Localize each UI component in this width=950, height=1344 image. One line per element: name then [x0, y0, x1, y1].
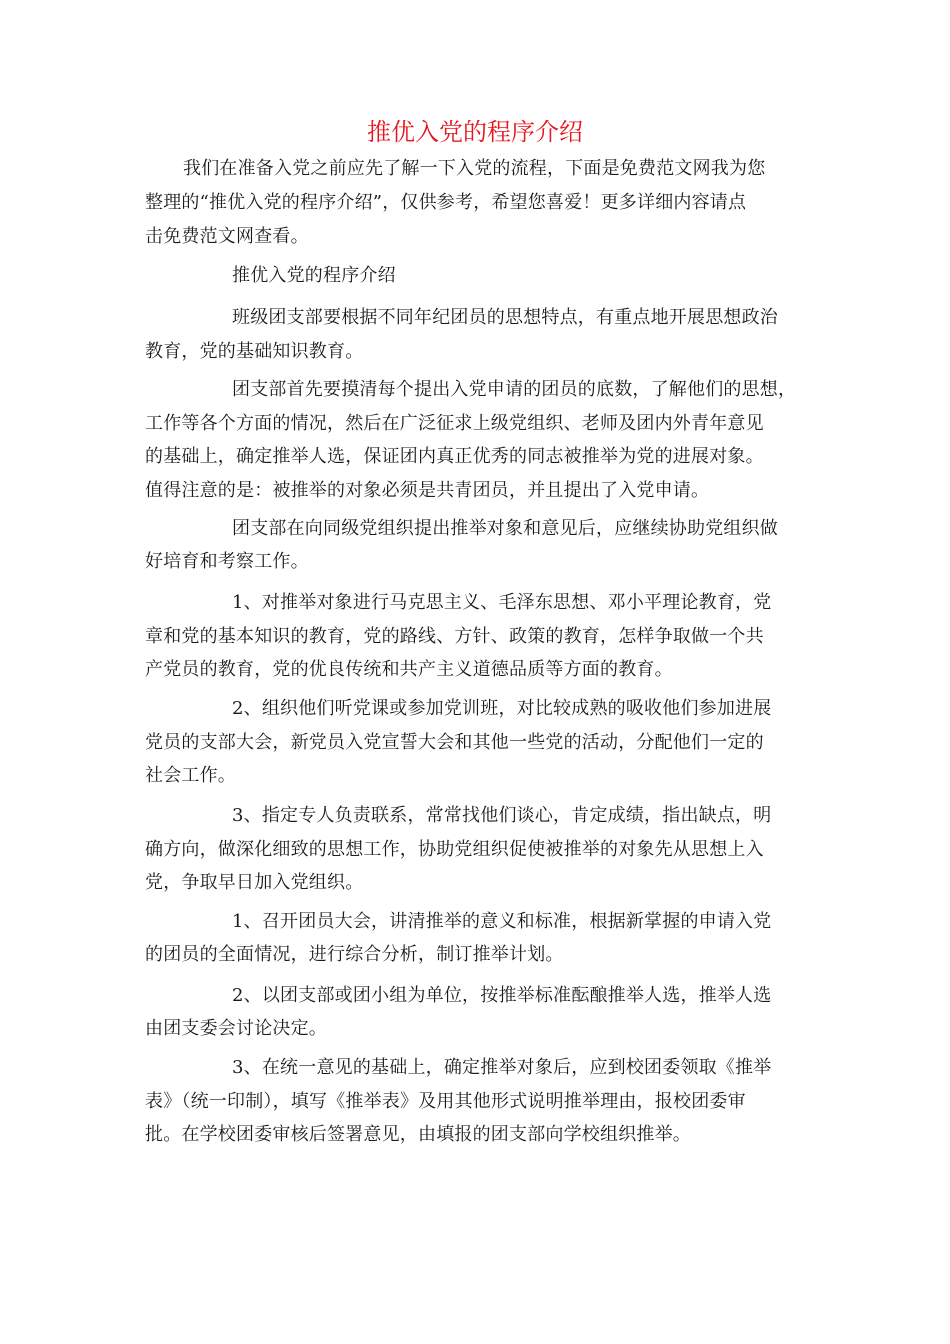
paragraph-line: 章和党的基本知识的教育，党的路线、方针、政策的教育，怎样争取做一个共 [145, 626, 764, 647]
paragraph-line: 2、组织他们听党课或参加党训班，对比较成熟的吸收他们参加进展 [232, 698, 772, 719]
paragraph-line: 批。在学校团委审核后签署意见，由填报的团支部向学校组织推举。 [145, 1124, 691, 1145]
paragraph-line: 3、在统一意见的基础上，确定推举对象后，应到校团委领取《推举 [232, 1057, 772, 1078]
document-title: 推优入党的程序介绍 [367, 118, 583, 146]
paragraph-line: 表》（统一印制），填写《推举表》及用其他形式说明推举理由，报校团委审 [145, 1091, 746, 1112]
paragraph-line: 的基础上，确定推举人选，保证团内真正优秀的同志被推举为党的进展对象。 [145, 446, 764, 467]
intro-line: 整理的“推优入党的程序介绍”，仅供参考，希望您喜爱！更多详细内容请点 [145, 192, 747, 213]
paragraph-line: 党，争取早日加入党组织。 [145, 872, 364, 893]
paragraph-line: 团支部首先要摸清每个提出入党申请的团员的底数，了解他们的思想， [232, 379, 797, 400]
paragraph-line: 教育，党的基础知识教育。 [145, 341, 364, 362]
paragraph-line: 党员的支部大会，新党员入党宣誓大会和其他一些党的活动，分配他们一定的 [145, 732, 764, 753]
paragraph-line: 由团支委会讨论决定。 [145, 1018, 327, 1039]
paragraph-line: 好培育和考察工作。 [145, 551, 309, 572]
paragraph-line: 1、对推举对象进行马克思主义、毛泽东思想、邓小平理论教育，党 [232, 592, 772, 613]
subtitle-line: 推优入党的程序介绍 [232, 265, 396, 286]
paragraph-line: 值得注意的是：被推举的对象必须是共青团员，并且提出了入党申请。 [145, 480, 710, 501]
paragraph-line: 团支部在向同级党组织提出推举对象和意见后，应继续协助党组织做 [232, 518, 778, 539]
paragraph-line: 2、以团支部或团小组为单位，按推举标准酝酿推举人选，推举人选 [232, 985, 772, 1006]
paragraph-line: 确方向，做深化细致的思想工作，协助党组织促使被推举的对象先从思想上入 [145, 839, 764, 860]
paragraph-line: 1、召开团员大会，讲清推举的意义和标准，根据新掌握的申请入党 [232, 911, 772, 932]
paragraph-line: 班级团支部要根据不同年纪团员的思想特点，有重点地开展思想政治 [232, 307, 778, 328]
paragraph-line: 3、指定专人负责联系，常常找他们谈心，肯定成绩，指出缺点，明 [232, 805, 772, 826]
intro-line: 我们在准备入党之前应先了解一下入党的流程，下面是免费范文网我为您 [183, 158, 766, 179]
paragraph-line: 的团员的全面情况，进行综合分析，制订推举计划。 [145, 944, 564, 965]
paragraph-line: 工作等各个方面的情况，然后在广泛征求上级党组织、老师及团内外青年意见 [145, 413, 764, 434]
paragraph-line: 社会工作。 [145, 765, 236, 786]
paragraph-line: 产党员的教育，党的优良传统和共产主义道德品质等方面的教育。 [145, 659, 673, 680]
intro-line: 击免费范文网查看。 [145, 226, 309, 247]
